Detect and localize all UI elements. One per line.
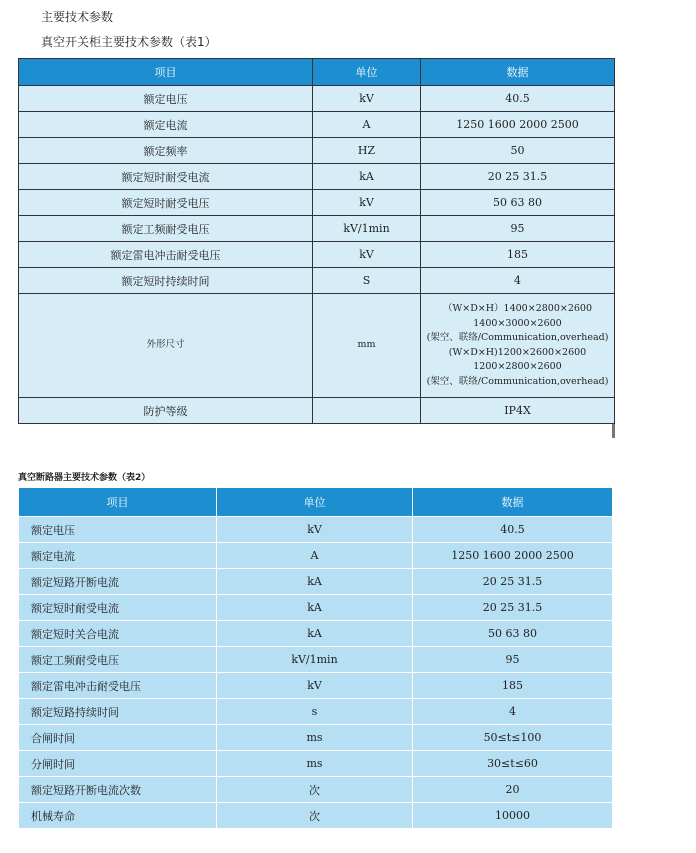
table2-header-data: 数据 bbox=[413, 488, 613, 517]
param-name: 额定频率 bbox=[19, 138, 313, 164]
param-value: 20 25 31.5 bbox=[413, 569, 613, 595]
param-name: 额定短路开断电流 bbox=[19, 569, 217, 595]
param-name: 额定短时耐受电压 bbox=[19, 190, 313, 216]
table-row bbox=[19, 725, 613, 751]
param-name: 机械寿命 bbox=[19, 803, 217, 829]
param-value: 50≤t≤100 bbox=[413, 725, 613, 751]
param-value: 185 bbox=[421, 242, 615, 268]
param-unit: A bbox=[217, 543, 413, 569]
table-row bbox=[19, 164, 615, 190]
table-row bbox=[19, 216, 615, 242]
param-value: 50 63 80 bbox=[413, 621, 613, 647]
param-value: 95 bbox=[421, 216, 615, 242]
param-value: 50 63 80 bbox=[421, 190, 615, 216]
table-row bbox=[19, 268, 615, 294]
param-unit: kV bbox=[313, 242, 421, 268]
table1 bbox=[18, 58, 615, 424]
param-unit: s bbox=[217, 699, 413, 725]
param-unit: mm bbox=[313, 294, 421, 398]
table-row bbox=[19, 751, 613, 777]
param-unit: kV bbox=[217, 517, 413, 543]
param-value: 40.5 bbox=[421, 86, 615, 112]
param-name: 额定工频耐受电压 bbox=[19, 647, 217, 673]
param-unit: kA bbox=[313, 164, 421, 190]
param-value: 30≤t≤60 bbox=[413, 751, 613, 777]
param-value: 40.5 bbox=[413, 517, 613, 543]
param-name: 额定电压 bbox=[19, 517, 217, 543]
param-name: 合闸时间 bbox=[19, 725, 217, 751]
param-name: 额定雷电冲击耐受电压 bbox=[19, 673, 217, 699]
param-name: 额定短路开断电流次数 bbox=[19, 777, 217, 803]
param-value: 20 bbox=[413, 777, 613, 803]
dimension-line: 1200×2800×2600 bbox=[473, 361, 562, 372]
table-row bbox=[19, 543, 613, 569]
section-heading: 主要技术参数 bbox=[41, 10, 114, 24]
param-unit: HZ bbox=[313, 138, 421, 164]
dimension-line: (W×D×H)1200×2600×2600 bbox=[448, 346, 587, 358]
table-row bbox=[19, 112, 615, 138]
param-unit: ms bbox=[217, 751, 413, 777]
param-value: 20 25 31.5 bbox=[413, 595, 613, 621]
param-name: 额定电流 bbox=[19, 112, 313, 138]
table-row bbox=[19, 803, 613, 829]
dimension-line: 1400×3000×2600 bbox=[473, 317, 562, 329]
param-value: 4 bbox=[421, 268, 615, 294]
param-name: 额定工频耐受电压 bbox=[19, 216, 313, 242]
table-row bbox=[19, 595, 613, 621]
param-unit: S bbox=[313, 268, 421, 294]
param-name: 额定电流 bbox=[19, 543, 217, 569]
param-value: 1250 1600 2000 2500 bbox=[413, 543, 613, 569]
param-unit: kA bbox=[217, 569, 413, 595]
param-name: 额定短时耐受电流 bbox=[19, 595, 217, 621]
table2 bbox=[18, 487, 613, 829]
table-row bbox=[19, 647, 613, 673]
table-row bbox=[19, 398, 615, 424]
dimension-line: (架空、联络/Communication,overhead) bbox=[426, 375, 609, 387]
param-name: 防护等级 bbox=[19, 398, 313, 424]
param-unit: kA bbox=[217, 621, 413, 647]
param-value: 185 bbox=[413, 673, 613, 699]
param-unit: A bbox=[313, 112, 421, 138]
param-unit: 次 bbox=[217, 777, 413, 803]
param-unit: kV bbox=[217, 673, 413, 699]
table2-header-row bbox=[19, 488, 613, 517]
param-name: 额定短时关合电流 bbox=[19, 621, 217, 647]
table1-caption: 真空开关柜主要技术参数（表1） bbox=[41, 35, 217, 49]
param-unit: ms bbox=[217, 725, 413, 751]
param-name: 分闸时间 bbox=[19, 751, 217, 777]
table-row bbox=[19, 699, 613, 725]
param-value: 20 25 31.5 bbox=[421, 164, 615, 190]
table2-caption: 真空断路器主要技术参数（表2） bbox=[18, 473, 151, 483]
param-name: 外形尺寸 bbox=[19, 294, 313, 398]
param-unit: kV/1min bbox=[313, 216, 421, 242]
param-value: 10000 bbox=[413, 803, 613, 829]
param-name: 额定短时耐受电流 bbox=[19, 164, 313, 190]
table-row bbox=[19, 138, 615, 164]
param-unit: kA bbox=[217, 595, 413, 621]
param-value: 4 bbox=[413, 699, 613, 725]
table-row bbox=[19, 517, 613, 543]
param-unit: kV bbox=[313, 190, 421, 216]
table1-header-data: 数据 bbox=[421, 59, 615, 86]
param-unit: 次 bbox=[217, 803, 413, 829]
param-name: 额定短路持续时间 bbox=[19, 699, 217, 725]
table1-header-row bbox=[19, 59, 615, 86]
table-row bbox=[19, 621, 613, 647]
param-name: 额定短时持续时间 bbox=[19, 268, 313, 294]
param-name: 额定雷电冲击耐受电压 bbox=[19, 242, 313, 268]
table1-header-unit: 单位 bbox=[313, 59, 421, 86]
param-value: 1250 1600 2000 2500 bbox=[421, 112, 615, 138]
table-row bbox=[19, 242, 615, 268]
param-value: IP4X bbox=[421, 398, 615, 424]
table-row bbox=[19, 777, 613, 803]
table-row-dimensions bbox=[19, 294, 615, 398]
table2-header-item: 项目 bbox=[19, 488, 217, 517]
table2-header-unit: 单位 bbox=[217, 488, 413, 517]
table1-header-item: 项目 bbox=[19, 59, 313, 86]
table-row bbox=[19, 569, 613, 595]
dimension-line: (架空、联络/Communication,overhead) bbox=[426, 332, 609, 343]
table-row bbox=[19, 673, 613, 699]
param-unit bbox=[313, 398, 421, 424]
param-unit: kV bbox=[313, 86, 421, 112]
param-value: 95 bbox=[413, 647, 613, 673]
param-unit: kV/1min bbox=[217, 647, 413, 673]
param-value: 50 bbox=[421, 138, 615, 164]
dimension-line: （W×D×H）1400×2800×2600 bbox=[442, 303, 593, 314]
param-name: 额定电压 bbox=[19, 86, 313, 112]
table-row bbox=[19, 86, 615, 112]
param-value bbox=[421, 294, 615, 398]
table-row bbox=[19, 190, 615, 216]
